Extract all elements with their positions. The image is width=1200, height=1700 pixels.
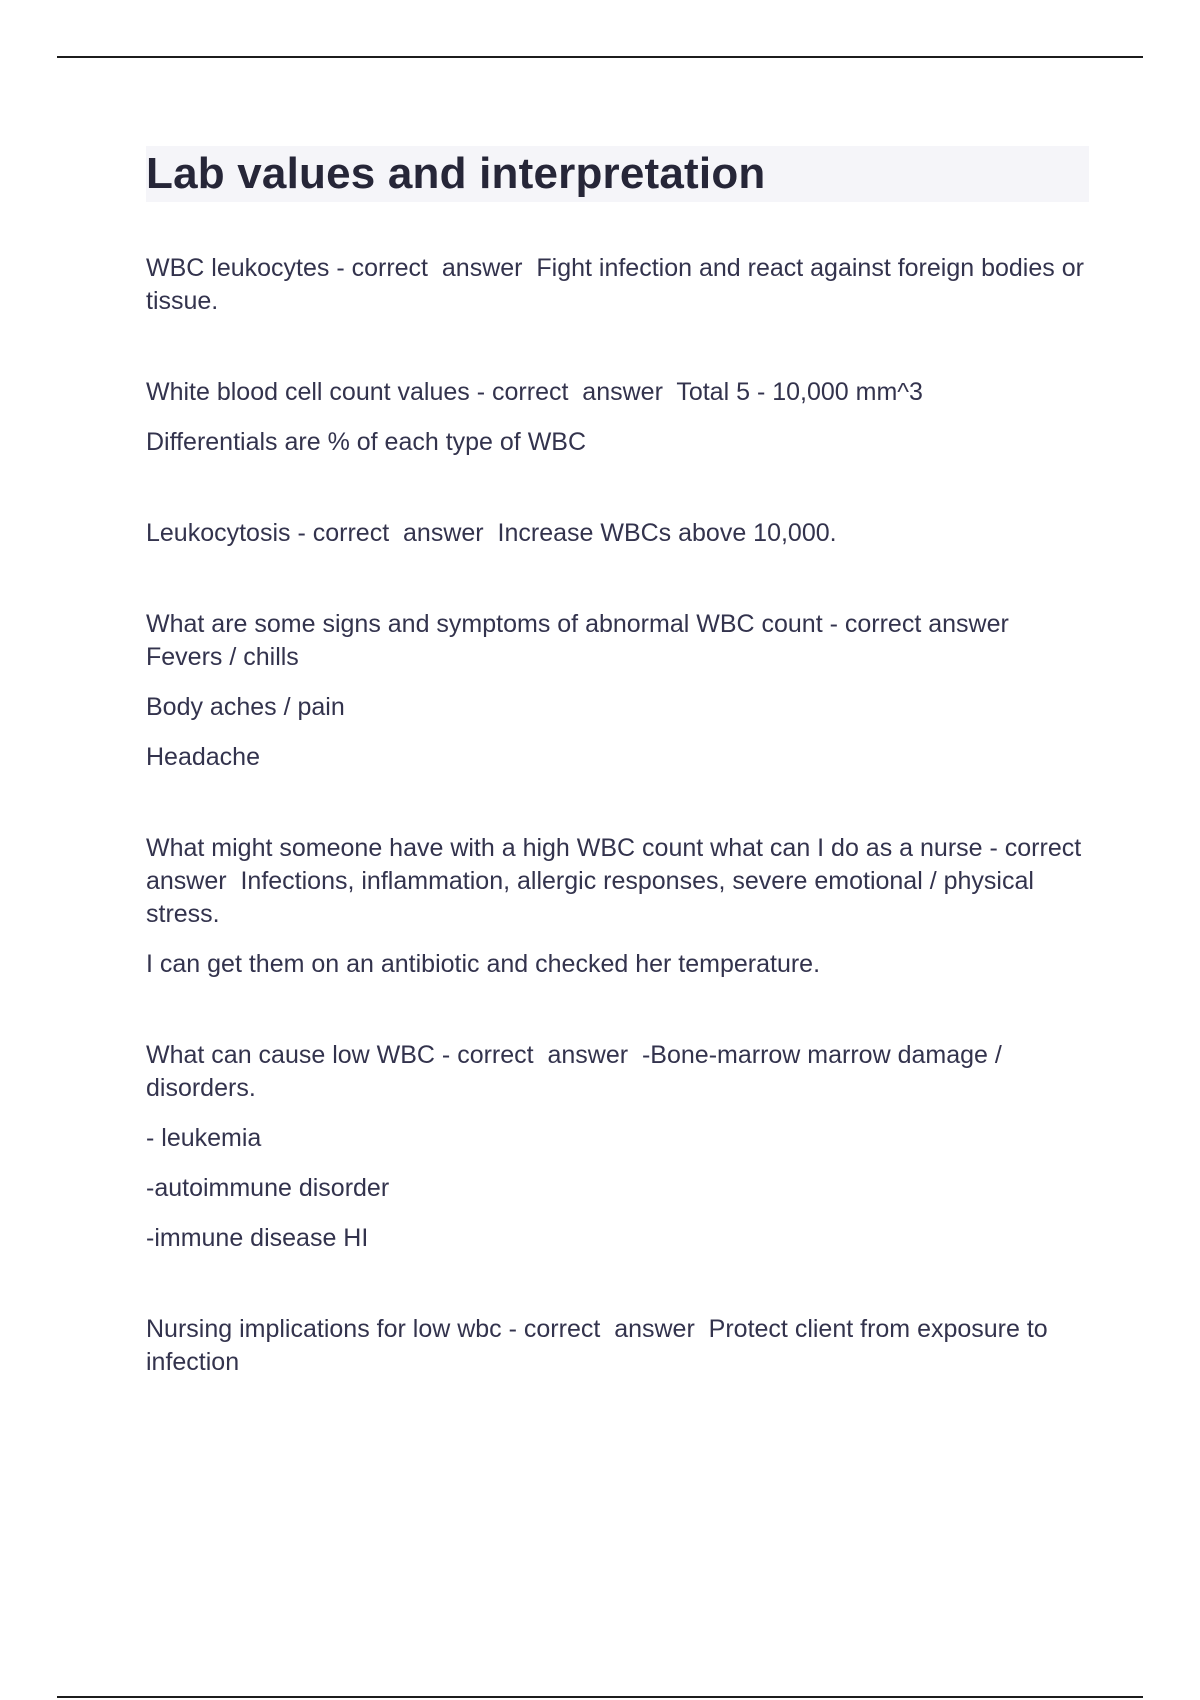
top-rule xyxy=(57,56,1143,58)
qa-line: Headache xyxy=(146,743,260,771)
qa-line: Body aches / pain xyxy=(146,693,345,721)
qa-line: - leukemia xyxy=(146,1124,262,1152)
page-content xyxy=(146,146,1096,1437)
qa-item-abnormal-wbc-symptoms xyxy=(146,608,1089,774)
qa-line: What are some signs and symptoms of abnormal WBC count - correct answer Fevers / chills xyxy=(146,610,1023,671)
qa-item-high-wbc xyxy=(146,832,1096,981)
qa-line: -immune disease HI xyxy=(146,1224,369,1252)
page-title: Lab values and interpretation xyxy=(146,149,766,198)
qa-line: Differentials are % of each type of WBC xyxy=(146,428,587,456)
qa-line: What can cause low WBC - correct answer -Bone-marrow marrow damage / disorders. xyxy=(146,1041,1009,1102)
bottom-rule xyxy=(57,1696,1143,1698)
qa-line: I can get them on an antibiotic and checked her temperature. xyxy=(146,950,821,978)
qa-line: WBC leukocytes - correct answer Fight infection and react against foreign bodies or tissue. xyxy=(146,254,1091,315)
qa-line: Leukocytosis - correct answer Increase WBCs above 10,000. xyxy=(146,519,837,547)
qa-list xyxy=(146,252,1096,1379)
qa-line: White blood cell count values - correct answer Total 5 - 10,000 mm^3 xyxy=(146,378,923,406)
qa-line: -autoimmune disorder xyxy=(146,1174,390,1202)
qa-line: Nursing implications for low wbc - correct answer Protect client from exposure to infection xyxy=(146,1315,1055,1376)
qa-item-wbc-leukocytes xyxy=(146,252,1089,318)
qa-item-leukocytosis xyxy=(146,517,1089,550)
qa-item-wbc-count-values xyxy=(146,376,1089,459)
qa-line: What might someone have with a high WBC count what can I do as a nurse - correct answer Infections, inflammation, allergic responses, severe emotional / physical stress. xyxy=(146,834,1096,928)
qa-item-low-wbc-causes xyxy=(146,1039,1089,1255)
qa-item-low-wbc-nursing xyxy=(146,1313,1089,1379)
title-band xyxy=(146,146,1089,202)
